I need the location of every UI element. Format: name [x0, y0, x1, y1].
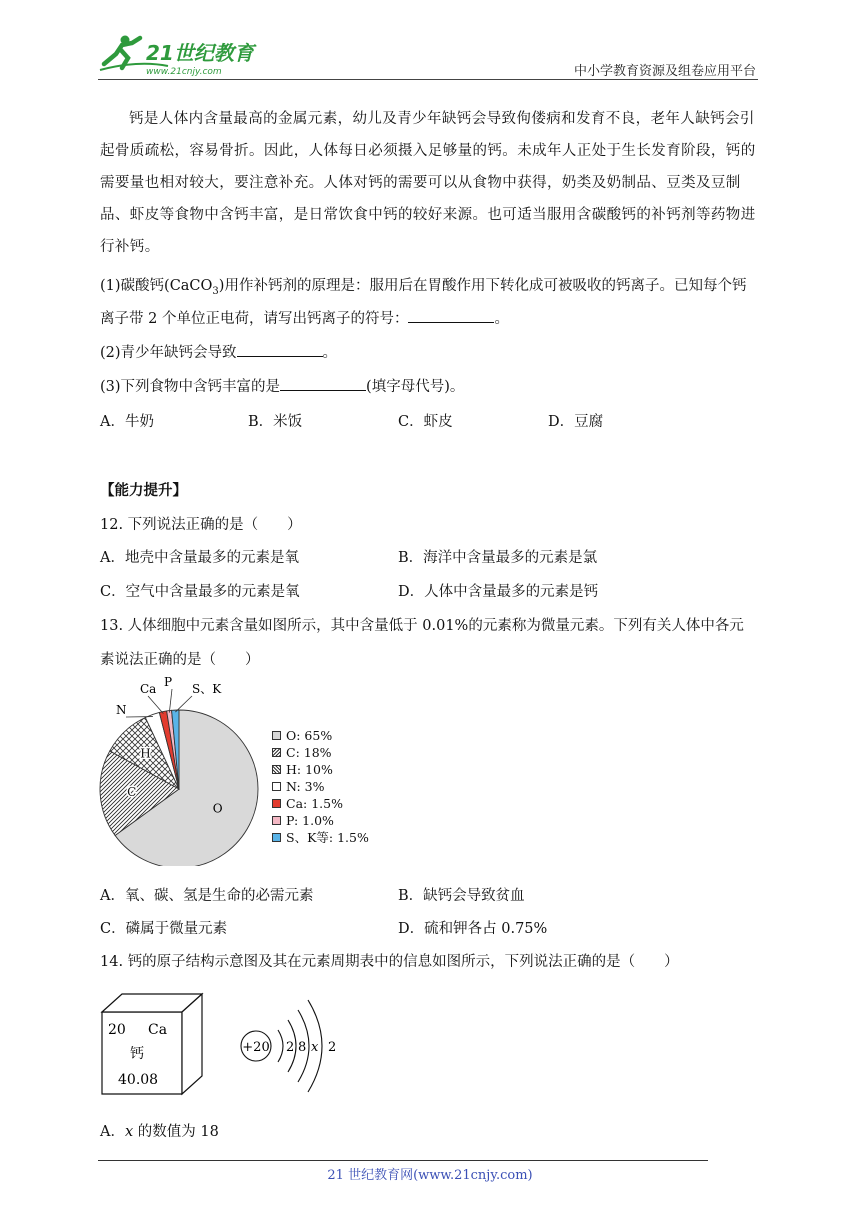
q11-option-a[interactable]: A．牛奶 [100, 414, 154, 430]
platform-name: 中小学教育资源及组卷应用平台 [573, 64, 756, 79]
legend-item [272, 778, 369, 795]
pie-label-p: P [164, 676, 173, 689]
legend-swatch [272, 765, 281, 774]
q13-option-d[interactable]: D．硫和钾各占 0.75% [398, 921, 548, 937]
q11-part1-line1 [100, 275, 746, 303]
atom-diagram [241, 1000, 336, 1092]
q13-option-c[interactable]: C．磷属于微量元素 [100, 921, 228, 937]
q12-stem: 12. 下列说法正确的是（ ） [100, 517, 302, 533]
legend-item [272, 812, 369, 829]
section-heading: 【能力提升】 [100, 482, 187, 499]
legend-swatch [272, 731, 281, 740]
legend-label: Ca: 1.5% [286, 796, 343, 811]
footer-divider [98, 1160, 708, 1161]
logo-text: 21世纪教育 [146, 41, 254, 65]
legend-label: O: 65% [286, 728, 333, 743]
pie-label-sk: S、K [192, 682, 222, 696]
q11-part1-text-b: )用作补钙剂的原理是：服用后在胃酸作用下转化成可被吸收的钙离子。已知每个钙 [218, 278, 747, 294]
q11-part3-text: (3)下列食物中含钙丰富的是 [100, 379, 281, 395]
logo [98, 30, 268, 80]
q12-option-a[interactable]: A．地壳中含量最多的元素是氧 [100, 550, 299, 566]
q14-option-a-variable: x [124, 1124, 134, 1140]
q13-stem-line1: 13. 人体细胞中元素含量如图所示，其中含量低于 0.01%的元素称为微量元素。下列有关人体中各元 [100, 618, 744, 634]
legend-label: N: 3% [286, 779, 325, 794]
q13-stem-line2: 素说法正确的是（ ） [100, 652, 260, 668]
legend-item [272, 744, 369, 761]
q11-option-d[interactable]: D．豆腐 [548, 414, 604, 430]
calcium-figure [96, 990, 356, 1100]
q13-option-b[interactable]: B．缺钙会导致贫血 [398, 888, 525, 904]
q11-option-b[interactable]: B．米饭 [248, 414, 303, 430]
legend-swatch [272, 799, 281, 808]
q14-option-a[interactable] [100, 1120, 219, 1141]
q11-part2-end: 。 [322, 345, 338, 361]
header-divider [98, 79, 758, 80]
legend-label: S、K等: 1.5% [286, 830, 369, 845]
legend-item [272, 761, 369, 778]
tile-element-name: 钙 [130, 1046, 144, 1062]
pie-leader-line [175, 696, 192, 712]
nucleus-charge: +20 [242, 1040, 270, 1055]
footer-link[interactable]: 21 世纪教育网(www.21cnjy.com) [327, 1168, 533, 1183]
q14-option-a-prefix: A． [100, 1124, 125, 1140]
pie-legend [272, 727, 369, 846]
q12-option-c[interactable]: C．空气中含量最多的元素是氧 [100, 584, 300, 600]
shell-2-count: 8 [298, 1040, 307, 1055]
legend-item [272, 795, 369, 812]
q13-option-a[interactable]: A．氧、碳、氢是生命的必需元素 [100, 888, 314, 904]
shell-1-count: 2 [286, 1040, 295, 1055]
shell-4-count: 2 [328, 1040, 337, 1055]
pie-label-h: H [140, 746, 151, 761]
tile-atomic-mass: 40.08 [118, 1072, 159, 1088]
legend-swatch [272, 816, 281, 825]
q11-part3-end: (填字母代号)。 [366, 379, 465, 395]
tile-symbol: Ca [148, 1022, 168, 1038]
tile-atomic-number: 20 [108, 1022, 126, 1038]
q11-part1-line2 [100, 308, 509, 330]
pie-leader-line [148, 696, 163, 714]
q11-part2 [100, 342, 337, 364]
pie-label-n: N [116, 703, 127, 717]
legend-label: H: 10% [286, 762, 333, 777]
logo-url: www.21cnjy.com [146, 67, 222, 77]
legend-label: C: 18% [286, 745, 332, 760]
answer-blank[interactable] [408, 308, 494, 323]
intro-paragraph: 钙是人体内含量最高的金属元素，幼儿及青少年缺钙会导致佝偻病和发育不良，老年人缺钙会引起骨质疏松，容易骨折。因此，人体每日必须摄入足够量的钙。未成年人正处于生长发育阶段，钙的需要量也相对较大，要注意补充。人体对钙的需要可以从食物中获得，奶类及奶制品、豆类及豆制品、虾皮等食物中含钙丰富，是日常饮食中钙的较好来源。也可适当服用含碳酸钙的补钙剂等药物进行补钙。 [100, 111, 756, 255]
q11-part2-text: (2)青少年缺钙会导致 [100, 345, 237, 361]
answer-blank[interactable] [280, 376, 366, 391]
legend-swatch [272, 748, 281, 757]
q11-part1-text-a: (1)碳酸钙(CaCO [100, 278, 213, 294]
q11-part3 [100, 376, 464, 398]
periodic-tile [102, 994, 202, 1094]
pie-leader-line [169, 689, 172, 713]
q14-stem: 14. 钙的原子结构示意图及其在元素周期表中的信息如图所示，下列说法正确的是（ ） [100, 954, 679, 970]
legend-label: P: 1.0% [286, 813, 334, 828]
pie-label-o: O [212, 801, 223, 816]
q11-part1-text-c: 离子带 2 个单位正电荷，请写出钙离子的符号： [100, 311, 409, 327]
legend-item [272, 727, 369, 744]
legend-swatch [272, 833, 281, 842]
q12-option-d[interactable]: D．人体中含量最多的元素是钙 [398, 584, 599, 600]
legend-item [272, 829, 369, 846]
answer-blank[interactable] [237, 342, 323, 357]
shell-3-count: x [311, 1040, 319, 1055]
q11-option-c[interactable]: C．虾皮 [398, 414, 453, 430]
q12-option-b[interactable]: B．海洋中含量最多的元素是氯 [398, 550, 598, 566]
legend-swatch [272, 782, 281, 791]
q11-part1-end: 。 [494, 311, 509, 327]
pie-label-c: C [127, 784, 137, 799]
pie-label-ca: Ca [140, 682, 157, 696]
q11-formula-subscript: 3 [212, 285, 219, 297]
q14-option-a-text: 的数值为 18 [133, 1124, 219, 1140]
